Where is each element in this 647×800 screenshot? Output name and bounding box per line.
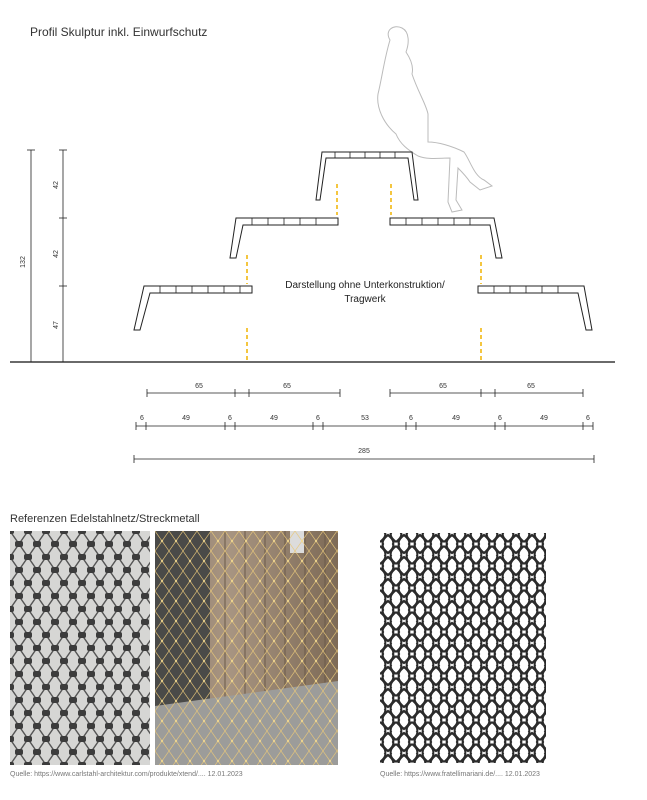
dim-row1-label: 65 [283,383,291,390]
dim-row2-label: 6 [409,415,413,422]
construction-note [250,279,480,307]
source-caption-left: Quelle: https://www.carlstahl-architektur.com/produkte/xtend/.... 12.01.2023 [10,771,243,778]
tier-top [316,152,418,200]
source-caption-right: Quelle: https://www.fratellimariani.de/.... 12.01.2023 [380,771,540,778]
drawing-title: Profil Skulptur inkl. Einwurfschutz [30,25,208,39]
references-title: Referenzen Edelstahlnetz/Streckmetall [10,513,200,525]
tier-middle-left [230,218,338,258]
dim-row2-label: 49 [270,415,278,422]
dim-row2-label: 6 [140,415,144,422]
tier-bottom-left [134,286,252,330]
dim-row2-label: 6 [228,415,232,422]
construction-note-line-2: Tragwerk [344,294,386,305]
dim-row2-label: 6 [498,415,502,422]
height-label-3: 47 [53,321,60,329]
tier-middle-right [390,218,502,258]
dimension-row-1 [147,389,583,397]
dim-row2-label: 6 [316,415,320,422]
dim-row1-label: 65 [527,383,535,390]
dim-row2-label: 49 [540,415,548,422]
dim-row1-label: 65 [439,383,447,390]
height-total-label: 132 [20,256,27,268]
reference-photo-cable-net [10,531,150,765]
dim-row2-label: 49 [182,415,190,422]
height-dimension-parts [59,150,67,362]
tier-bottom-right [478,286,592,330]
dim-total-label: 285 [358,448,370,455]
dim-row2-label: 53 [361,415,369,422]
person-silhouette [378,27,492,212]
height-label-2: 42 [53,250,60,258]
height-label-1: 42 [53,181,60,189]
support-axis-lines [247,184,481,360]
dim-row2-label: 49 [452,415,460,422]
dimension-total [134,455,594,463]
dim-row1-label: 65 [195,383,203,390]
reference-photo-expanded-metal [380,533,546,763]
height-dimension-total [27,150,35,362]
dimension-row-2 [136,422,593,430]
construction-note-line-1: Darstellung ohne Unterkonstruktion/ [285,280,445,291]
dim-row2-label: 6 [586,415,590,422]
reference-photo-facade [155,531,338,765]
